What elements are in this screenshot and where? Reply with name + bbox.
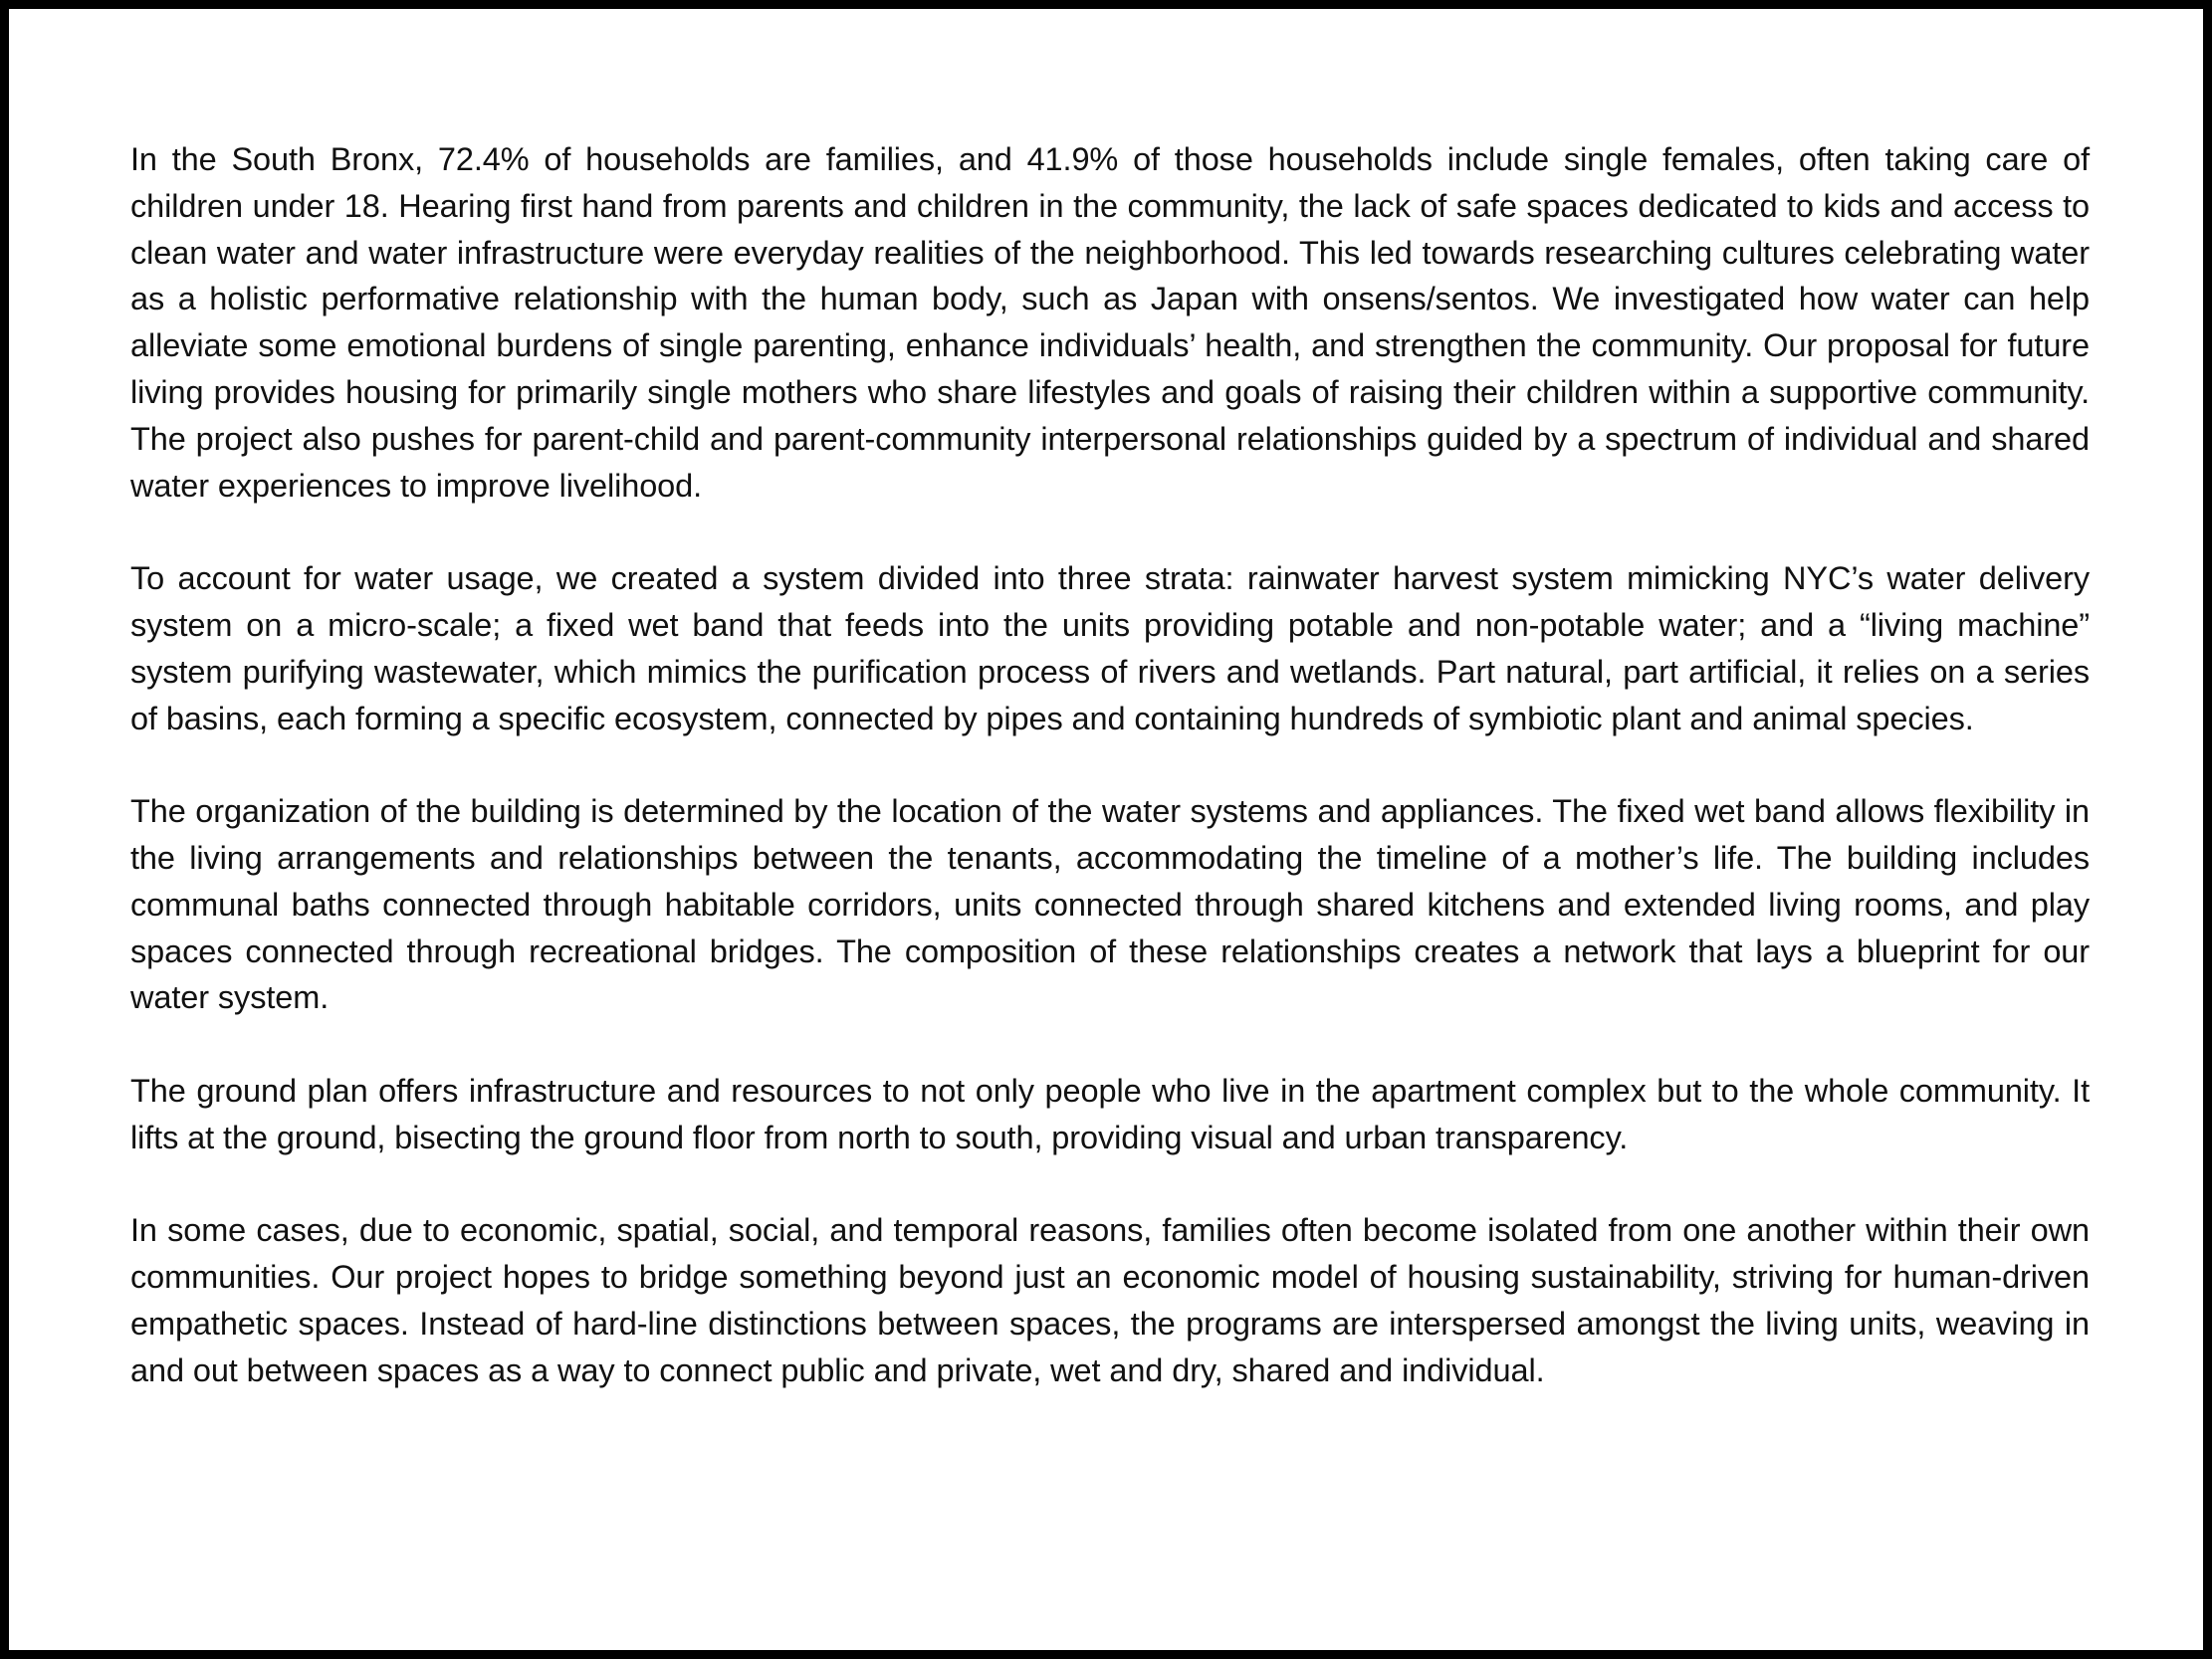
paragraph-community: In some cases, due to economic, spatial, social, and temporal reasons, families often become isolated from one another within their own communities. Our project hopes to bridge something beyond just an economic model of housing sustainability, striving for human-driven empathetic spaces. Instead of hard-line distinctions between spaces, the programs are interspersed amongst the living units, weaving in and out between spaces as a way to connect public and private, wet and dry, shared and individual.: [130, 1212, 2090, 1388]
paragraph-building-organization: The organization of the building is determined by the location of the water systems and appliances. The fixed wet band allows flexibility in the living arrangements and relationships between the tenants, accommodating the timeline of a mother’s life. The building includes communal baths connected through habitable corridors, units connected through shared kitchens and extended living rooms, and play spaces connected through recreational bridges. The composition of these relationships creates a network that lays a blueprint for our water system.: [130, 793, 2090, 1016]
paragraph-water-system: To account for water usage, we created a system divided into three strata: rainwater harvest system mimicking NYC’s water delivery system on a micro-scale; a fixed wet band that feeds into the units providing potable and non-potable water; and a “living machine” system purifying wastewater, which mimics the purification process of rivers and wetlands. Part natural, part artificial, it relies on a series of basins, each forming a specific ecosystem, connected by pipes and containing hundreds of symbiotic plant and animal species.: [130, 560, 2090, 736]
paragraph-ground-plan: The ground plan offers infrastructure and resources to not only people who live in the apartment complex but to the whole community. It lifts at the ground, bisecting the ground floor from north to south, providing visual and urban transparency.: [130, 1072, 2090, 1155]
body-text: [130, 136, 2090, 1394]
paragraph-demographics: In the South Bronx, 72.4% of households are families, and 41.9% of those households include single females, often taking care of children under 18. Hearing first hand from parents and children in the community, the lack of safe spaces dedicated to kids and access to clean water and water infrastructure were everyday realities of the neighborhood. This led towards researching cultures celebrating water as a holistic performative relationship with the human body, such as Japan with onsens/sentos. We investigated how water can help alleviate some emotional burdens of single parenting, enhance individuals’ health, and strengthen the community. Our proposal for future living provides housing for primarily single mothers who share lifestyles and goals of raising their children within a supportive community. The project also pushes for parent-child and parent-community interpersonal relationships guided by a spectrum of individual and shared water experiences to improve livelihood.: [130, 141, 2090, 504]
